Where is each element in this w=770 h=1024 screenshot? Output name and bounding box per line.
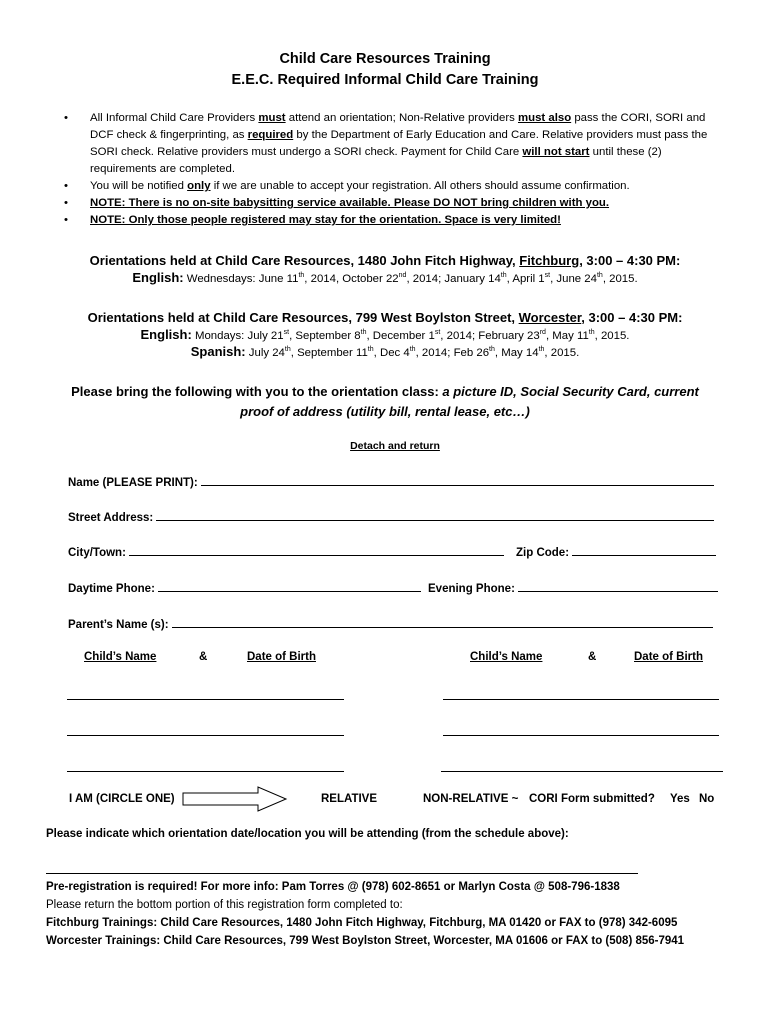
- circle-one-label: I AM (CIRCLE ONE): [69, 793, 175, 805]
- text-run: Orientations held at Child Care Resources, 799 West Boylston Street,: [87, 310, 519, 325]
- text-run: by the Department of Early Education and Care. Relative providers must pass the SORI check. Relative providers must undergo a SORI check. Payment for Child Care: [90, 129, 708, 158]
- child-entry-line-right-1[interactable]: [443, 699, 719, 700]
- document-title: Child Care Resources Training: [279, 51, 491, 67]
- street-input[interactable]: [156, 509, 714, 521]
- text-run: Please bring the following with you to the orientation class:: [71, 384, 443, 399]
- text-run: You will be notified: [90, 180, 188, 192]
- preregistration-notice: Pre-registration is required! For more info: Pam Torres @ (978) 602-8651 or Marlyn Costa @ 508-796-1838: [46, 881, 620, 893]
- fitchburg-schedule: [0, 253, 770, 285]
- fitchburg-english-dates: [0, 270, 770, 285]
- document-subtitle: E.E.C. Required Informal Child Care Training: [231, 72, 539, 88]
- language-label: English:: [132, 270, 184, 285]
- bullet-icon: •: [64, 197, 68, 209]
- child-name-header-left: Child’s Name: [84, 651, 157, 663]
- fitchburg-return-address: Fitchburg Trainings: Child Care Resources, 1480 John Fitch Highway, Fitchburg, MA 01420 or FAX to (978) 342-6095: [46, 917, 678, 929]
- right-arrow-icon: [182, 786, 288, 812]
- evening-phone-field: [428, 580, 718, 595]
- requirements-list: [62, 110, 727, 229]
- worcester-heading: [0, 310, 770, 325]
- bullet-icon: •: [64, 180, 68, 192]
- daytime-phone-input[interactable]: [158, 580, 421, 592]
- fitchburg-heading: [0, 253, 770, 268]
- zip-label: Zip Code:: [516, 547, 570, 559]
- emphasis-must-also: must also: [517, 112, 572, 124]
- emphasis-only: only: [187, 180, 211, 192]
- required-items: a picture ID, Social Security Card, current proof of address (utility bill, rental lease, etc…): [240, 384, 699, 419]
- text-run: pass the CORI, SORI and DCF check & fingerprinting, as: [90, 112, 706, 141]
- text-run: attend an orientation; Non-Relative providers: [285, 112, 518, 124]
- city-label: City/Town:: [68, 547, 126, 559]
- return-instructions: Please return the bottom portion of this registration form completed to:: [46, 899, 403, 911]
- date-of-birth-header-right: Date of Birth: [634, 651, 703, 663]
- child-name-header-right: Child’s Name: [470, 651, 543, 663]
- ampersand-right: &: [588, 651, 597, 663]
- parent-name-label: Parent’s Name (s):: [68, 619, 169, 631]
- name-label: Name (PLEASE PRINT):: [68, 477, 198, 489]
- zip-input[interactable]: [572, 544, 716, 556]
- emphasis-must: must: [258, 112, 286, 124]
- detach-label: Detach and return: [350, 440, 440, 452]
- text-run: if we are unable to accept your registration. All others should assume confirmation.: [210, 180, 630, 192]
- name-field: [68, 474, 714, 489]
- text-run: , 3:00 – 4:30 PM:: [579, 253, 681, 268]
- street-label: Street Address:: [68, 512, 154, 524]
- worcester-return-address: Worcester Trainings: Child Care Resources, 799 West Boylston Street, Worcester, MA 01606 or FAX to (508) 856-7941: [46, 935, 685, 947]
- evening-phone-label: Evening Phone:: [428, 583, 515, 595]
- city-name: Worcester: [518, 310, 582, 325]
- text-run: until these (2) requirements are completed.: [90, 146, 662, 175]
- child-entry-line-left-3[interactable]: [67, 771, 344, 772]
- date-list: July 24th, September 11th, Dec 4th, 2014; Feb 26th, May 14th, 2015.: [245, 346, 580, 359]
- bullet-icon: •: [64, 112, 68, 124]
- list-item: [62, 212, 727, 229]
- city-name: Fitchburg: [519, 253, 580, 268]
- zip-field: [516, 544, 716, 559]
- cori-no-option[interactable]: No: [699, 793, 715, 805]
- date-list: Wednesdays: June 11th, 2014, October 22nd, 2014; January 14th, April 1st, June 24th, 2015.: [183, 272, 638, 285]
- language-label: English:: [140, 327, 192, 342]
- orientation-question: Please indicate which orientation date/location you will be attending (from the schedule above):: [46, 828, 569, 840]
- city-input[interactable]: [129, 544, 504, 556]
- daytime-phone-field: [68, 580, 421, 595]
- city-field: [68, 544, 504, 559]
- text-run: Orientations held at Child Care Resources, 1480 John Fitch Highway,: [89, 253, 520, 268]
- date-list: Mondays: July 21st, September 8th, December 1st, 2014; February 23rd, May 11th, 2015.: [191, 329, 630, 342]
- list-item: [62, 195, 727, 212]
- orientation-answer-line[interactable]: [46, 873, 638, 874]
- text-run: , 3:00 – 4:30 PM:: [581, 310, 683, 325]
- emphasis-required: required: [247, 129, 294, 141]
- parent-name-input[interactable]: [172, 616, 713, 628]
- evening-phone-input[interactable]: [518, 580, 718, 592]
- worcester-schedule: [0, 310, 770, 359]
- bring-items-notice: [60, 382, 710, 422]
- list-item: [62, 178, 727, 195]
- babysitting-note: NOTE: There is no on-site babysitting service available. Please DO NOT bring children with you.: [90, 197, 610, 209]
- non-relative-option[interactable]: NON-RELATIVE ~: [423, 793, 519, 805]
- child-entry-line-left-1[interactable]: [67, 699, 344, 700]
- child-entry-line-right-3[interactable]: [441, 771, 723, 772]
- parent-name-field: [68, 616, 713, 631]
- ampersand-left: &: [199, 651, 208, 663]
- child-entry-line-right-2[interactable]: [443, 735, 719, 736]
- cori-question: CORI Form submitted?: [529, 793, 655, 805]
- child-entry-line-left-2[interactable]: [67, 735, 344, 736]
- text-run: All Informal Child Care Providers: [90, 112, 259, 124]
- list-item: [62, 110, 727, 178]
- worcester-english-dates: [0, 327, 770, 342]
- cori-yes-option[interactable]: Yes: [670, 793, 690, 805]
- relative-option[interactable]: RELATIVE: [321, 793, 378, 805]
- registration-note: NOTE: Only those people registered may stay for the orientation. Space is very limited!: [90, 214, 561, 226]
- bullet-icon: •: [64, 214, 68, 226]
- date-of-birth-header-left: Date of Birth: [247, 651, 316, 663]
- daytime-phone-label: Daytime Phone:: [68, 583, 155, 595]
- emphasis-will-not-start: will not start: [522, 146, 590, 158]
- name-input[interactable]: [201, 474, 714, 486]
- worcester-spanish-dates: [0, 344, 770, 359]
- language-label: Spanish:: [190, 344, 246, 359]
- street-field: [68, 509, 714, 524]
